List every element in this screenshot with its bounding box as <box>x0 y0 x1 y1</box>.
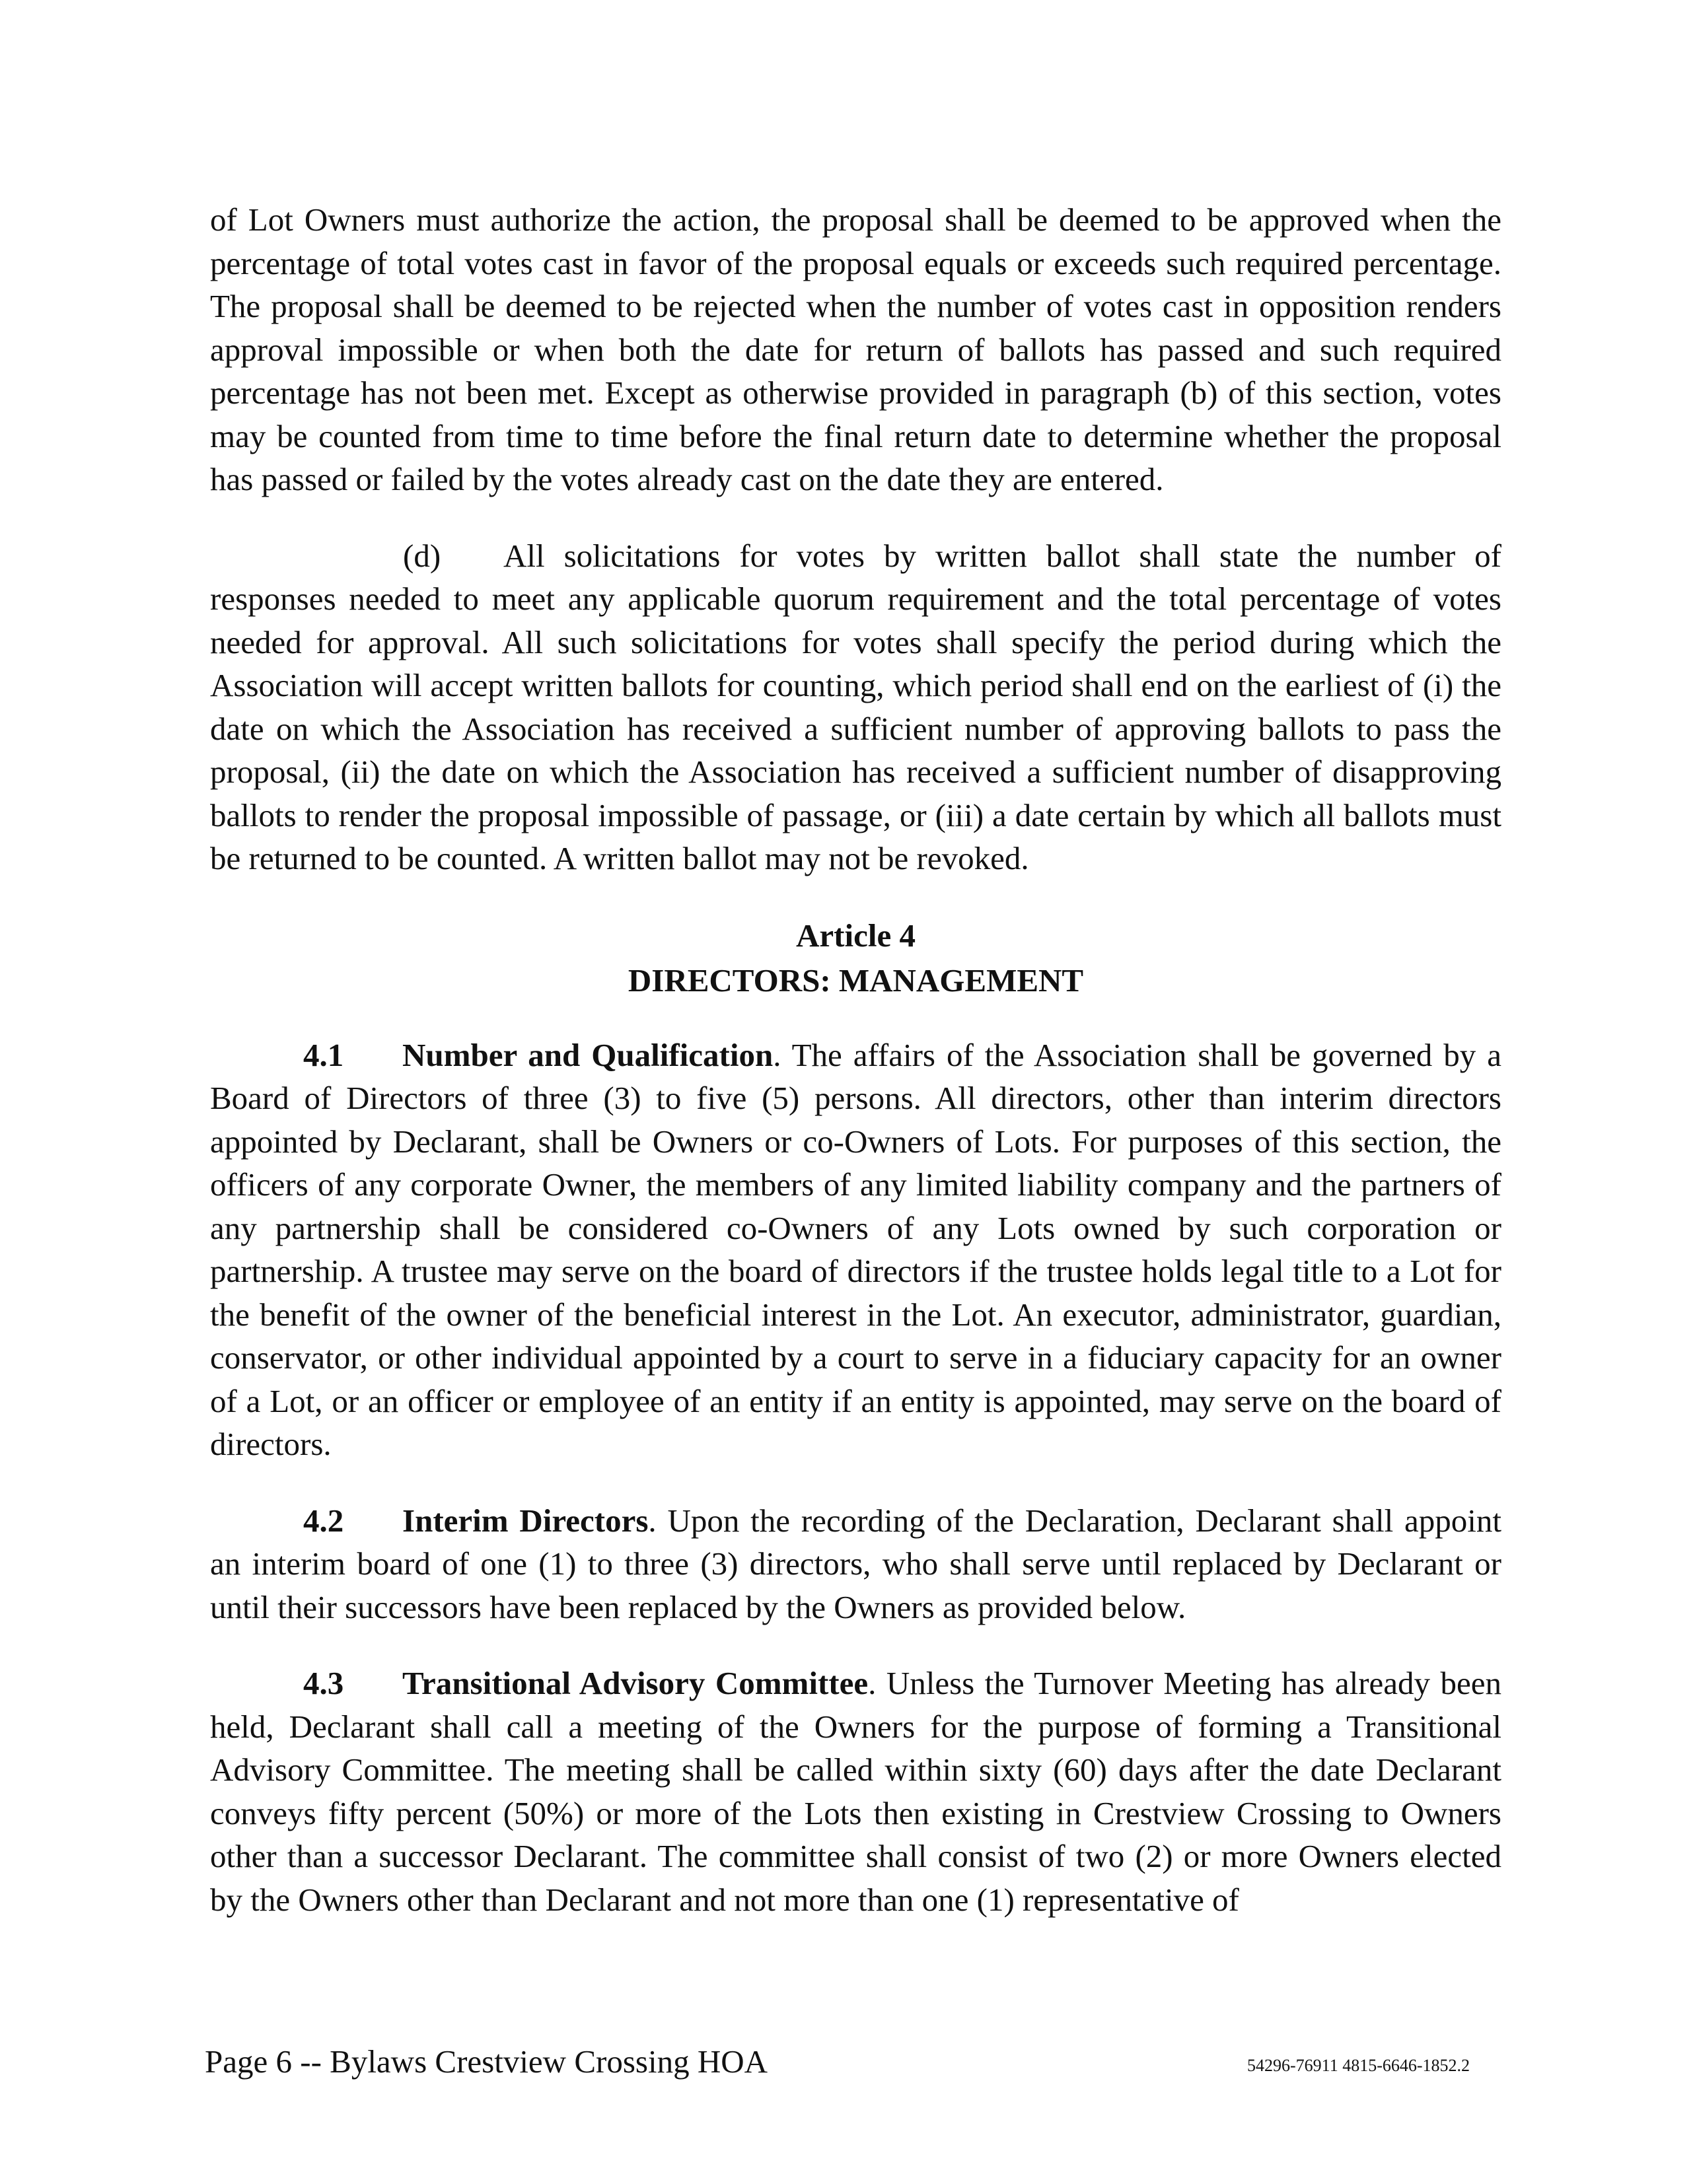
article-number: Article 4 <box>796 917 916 954</box>
section-4-3-text: . Unless the Turnover Meeting has already been held, Declarant shall call a meeting of the Owners for the purpose of forming a Transitional Advisory Committee. The meeting shall be called within sixty (60) days after the date Declarant conveys fifty percent (50%) or more of the Lots then existing in Crestview Crossing to Owners other than a successor Declarant. The committee shall consist of two (2) or more Owners elected by the Owners other than Declarant and not more than one (1) representative of <box>210 1665 1501 1918</box>
paragraph-d-marker: (d) <box>403 537 441 574</box>
section-4-1-text: . The affairs of the Association shall be governed by a Board of Directors of three (3) to five (5) persons. All directors, other than interim directors appointed by Declarant, shall be Owners or co-Owners of Lots. For purposes of this section, the officers of any corporate Owner, the members of any limited liability company and the partners of any partnership shall be considered co-Owners of any Lots owned by such corporation or partnership. A trustee may serve on the board of directors if the trustee holds legal title to a Lot for the benefit of the owner of the beneficial interest in the Lot. An executor, administrator, guardian, conservator, or other individual appointed by a court to serve in a fiduciary capacity for an owner of a Lot, or an officer or employee of an entity if an entity is appointed, may serve on the board of directors. <box>210 1036 1501 1462</box>
paragraph-d <box>210 534 1501 880</box>
section-4-2 <box>210 1499 1501 1629</box>
paragraph-continuation: of Lot Owners must authorize the action, the proposal shall be deemed to be approved when the percentage of total votes cast in favor of the proposal equals or exceeds such required percentage. The proposal shall be deemed to be rejected when the number of votes cast in opposition renders approval impossible or when both the date for return of ballots has passed and such required percentage has not been met. Except as otherwise provided in paragraph (b) of this section, votes may be counted from time to time before the final return date to determine whether the proposal has passed or failed by the votes already cast on the date they are entered. <box>210 201 1501 497</box>
article-heading <box>210 913 1501 1003</box>
article-title: DIRECTORS: MANAGEMENT <box>628 962 1084 999</box>
section-4-3-number: 4.3 <box>303 1665 344 1701</box>
body-text <box>210 198 1501 1921</box>
section-4-1-number: 4.1 <box>303 1036 344 1073</box>
footer-document-id: 54296-76911 4815-6646-1852.2 <box>1247 2056 1470 2075</box>
section-4-2-text: . Upon the recording of the Declaration, Declarant shall appoint an interim board of one (1) to three (3) directors, who shall serve until replaced by Declarant or until their successors have been replaced by the Owners as provided below. <box>210 1502 1501 1625</box>
section-4-3 <box>210 1662 1501 1921</box>
footer-page-label: Page 6 -- Bylaws Crestview Crossing HOA <box>205 2043 768 2080</box>
section-4-2-number: 4.2 <box>303 1502 344 1539</box>
section-4-3-title: Transitional Advisory Committee <box>402 1665 869 1701</box>
paragraph-d-text: All solicitations for votes by written ballot shall state the number of responses needed to meet any applicable quorum requirement and the total percentage of votes needed for approval. All such solicitations for votes shall specify the period during which the Association will accept written ballots for counting, which period shall end on the earliest of (i) the date on which the Association has received a sufficient number of approving ballots to pass the proposal, (ii) the date on which the Association has received a sufficient number of disapproving ballots to render the proposal impossible of passage, or (iii) a date certain by which all ballots must be returned to be counted. A written ballot may not be revoked. <box>210 537 1501 876</box>
section-4-2-title: Interim Directors <box>402 1502 649 1539</box>
section-4-1-title: Number and Qualification <box>402 1036 774 1073</box>
section-4-1 <box>210 1034 1501 1466</box>
